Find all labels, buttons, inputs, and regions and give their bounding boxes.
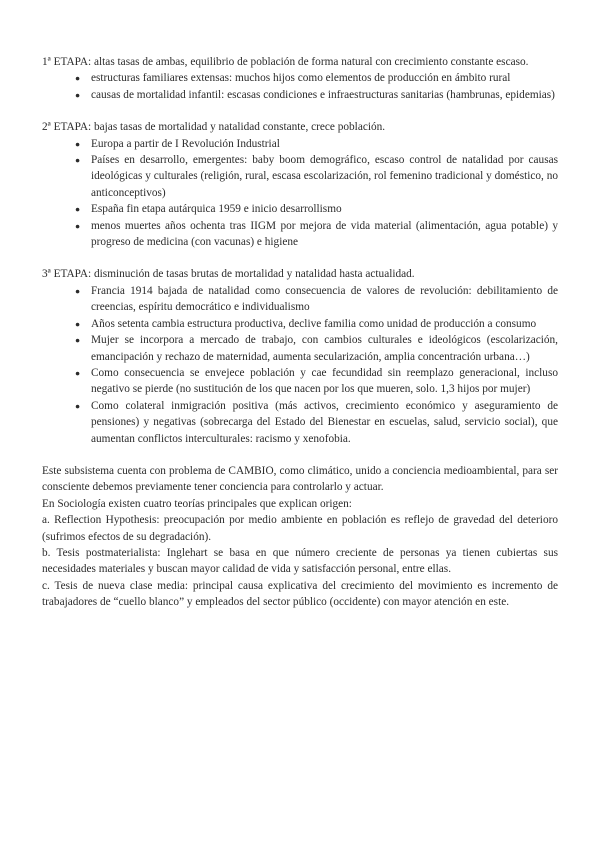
section-etapa-2 [42,119,558,250]
bullet-item: ● Mujer se incorpora a mercado de trabajo, con cambios culturales e ideológicos (escolarización, emancipación y rechazo de maternidad, aumenta secularización, amplia concentración urbana…) [42,332,558,365]
bullet-item: ● estructuras familiares extensas: muchos hijos como elementos de producción en ámbito rural [42,70,558,86]
section-etapa-1 [42,54,558,103]
bullet-item: ● Europa a partir de I Revolución Industrial [42,136,558,152]
section-heading: 3ª ETAPA: disminución de tasas brutas de mortalidad y natalidad hasta actualidad. [42,268,415,281]
bullet-list [42,136,558,251]
section-heading: 1ª ETAPA: altas tasas de ambas, equilibrio de población de forma natural con crecimiento constante escaso. [42,56,529,68]
theory-b: b. Tesis postmaterialista: Inglehart se basa en que número creciente de personas ya tienen cubiertas sus necesidades materiales y buscan mayor calidad de vida y satisfacción personal, entre ellas. [42,546,558,576]
closing-paragraph: Este subsistema cuenta con problema de CAMBIO, como climático, unido a conciencia medioambiental, para ser consciente debemos previamente tener conciencia para controlarlo y actuar. [42,464,558,494]
theory-c: c. Tesis de nueva clase media: principal causa explicativa del crecimiento del movimiento es incremento de trabajadores de “cuello blanco” y empleados del sector público (occidente) con mayor atención en este. [42,579,558,609]
section-etapa-3 [42,266,558,446]
closing-section [42,463,558,611]
bullet-item: ● España fin etapa autárquica 1959 e inicio desarrollismo [42,201,558,217]
bullet-item: ● Francia 1914 bajada de natalidad como consecuencia de valores de revolución: debilitamiento de creencias, espíritu democrático e individualismo [42,283,558,316]
bullet-item: ● Como colateral inmigración positiva (más activos, crecimiento económico y aseguramiento de pensiones) y negativas (sobrecarga del Estado del Bienestar en escuelas, salud, servicio social), que aumentan conflictos interculturales: racismo y xenofobia. [42,398,558,447]
bullet-item: ● Años setenta cambia estructura productiva, declive familia como unidad de producción a consumo [42,316,558,332]
bullet-list [42,283,558,447]
theory-a: a. Reflection Hypothesis: preocupación por medio ambiente en población es reflejo de gravedad del deterioro (sufrimos efectos de su degradación). [42,514,558,543]
closing-paragraph: En Sociología existen cuatro teorías principales que explican origen: [42,497,352,510]
bullet-item: ● menos muertes años ochenta tras IIGM por mejora de vida material (alimentación, agua potable) y progreso de medicina (con vacunas) e higiene [42,218,558,251]
bullet-item: ● Como consecuencia se envejece población y cae fecundidad sin reemplazo generacional, incluso negativo se pierde (no sustitución de los que nacen por los que mueren, solo. 1,3 hijos por mujer) [42,365,558,398]
bullet-item: ● Países en desarrollo, emergentes: baby boom demográfico, escaso control de natalidad por causas ideológicas y culturales (religión, rural, escasa escolarización, rol femenino tradicional y doméstico, no anticonceptivos) [42,152,558,201]
bullet-list [42,70,558,103]
section-heading: 2ª ETAPA: bajas tasas de mortalidad y natalidad constante, crece población. [42,121,386,134]
bullet-item: ● causas de mortalidad infantil: escasas condiciones e infraestructuras sanitarias (hambrunas, epidemias) [42,87,558,103]
